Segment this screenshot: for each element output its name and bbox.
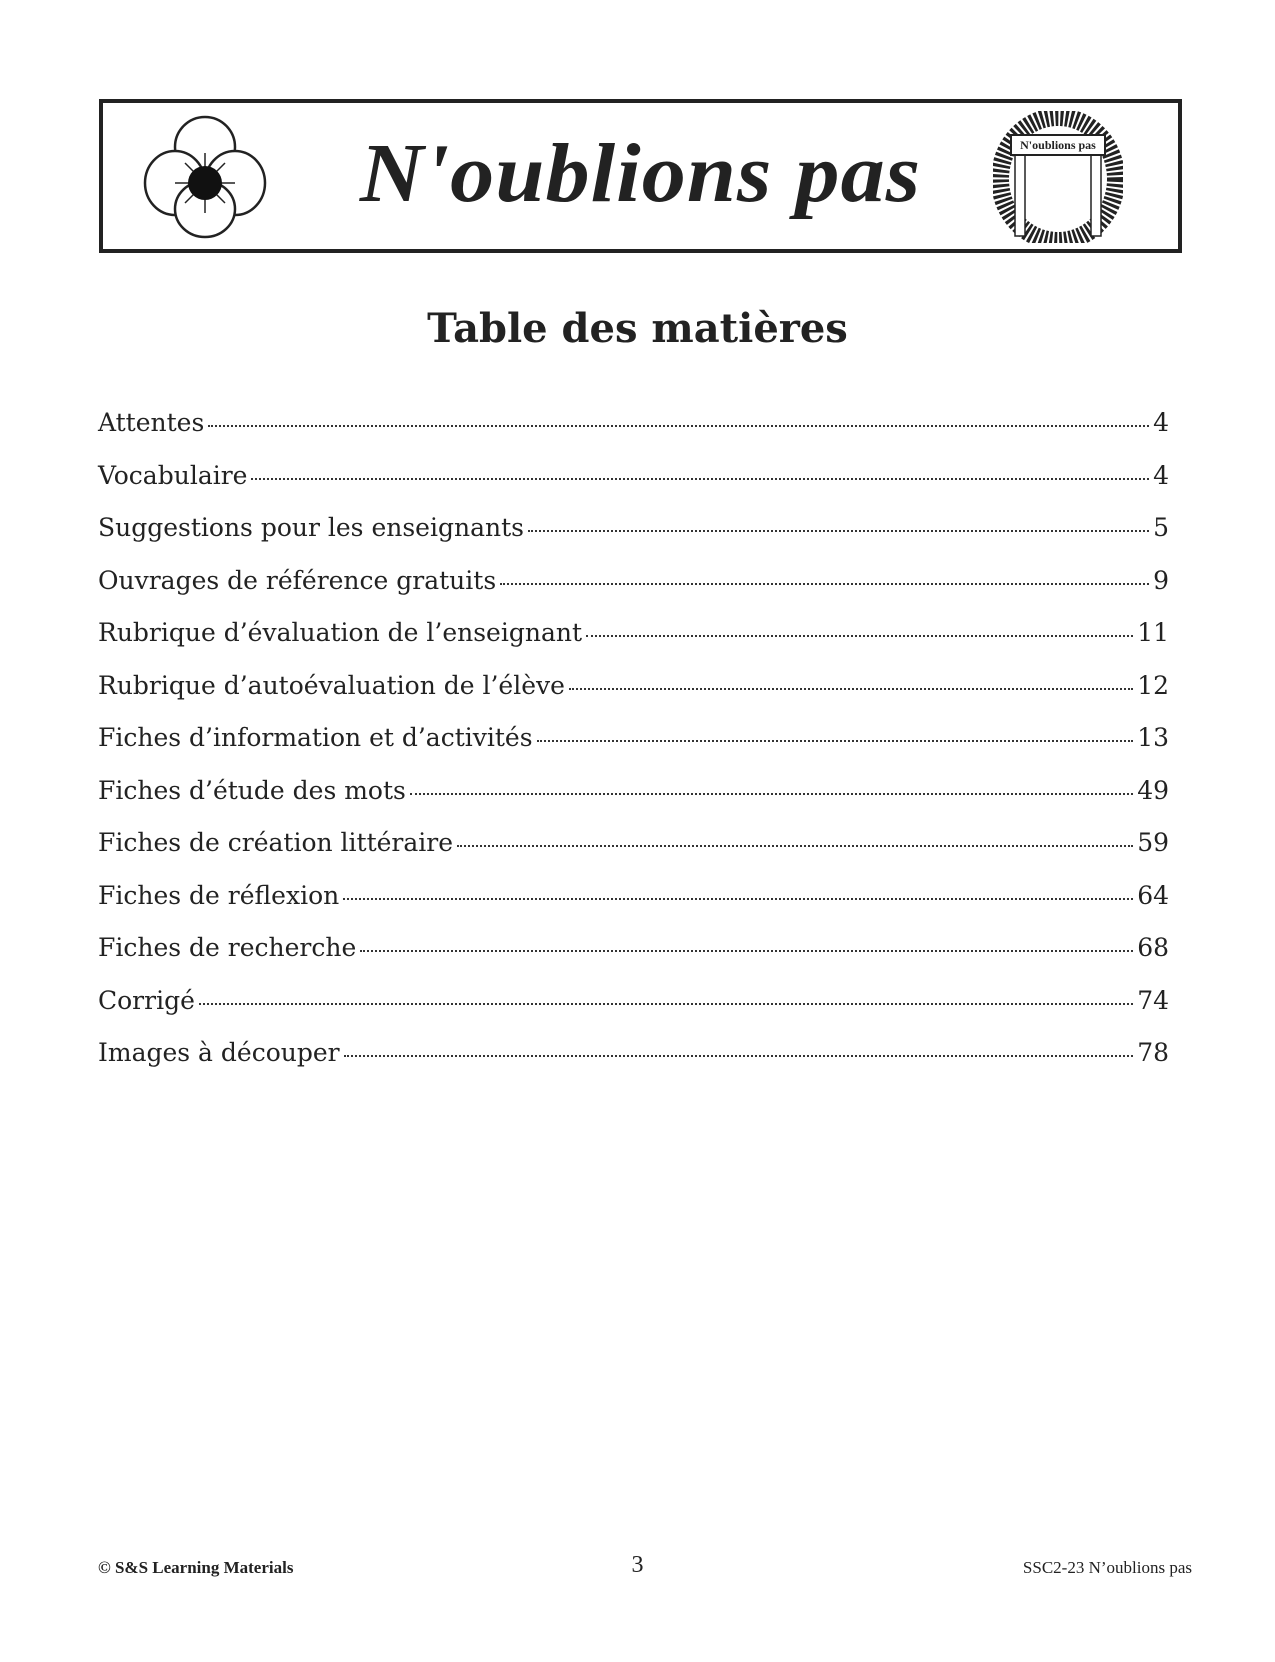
banner-title: N'oublions pas — [359, 127, 922, 220]
toc-entry-label: Attentes — [98, 408, 205, 437]
toc-entry-label: Fiches de création littéraire — [98, 828, 454, 857]
toc-leader-dots — [360, 950, 1133, 952]
toc-leader-dots — [344, 1055, 1134, 1057]
toc-entry-label: Fiches de recherche — [98, 933, 357, 962]
toc-entry — [98, 986, 1169, 1039]
toc-entry-page: 68 — [1137, 933, 1169, 962]
toc-entry-label: Fiches de réflexion — [98, 880, 340, 910]
toc-entry — [98, 513, 1169, 566]
toc-entry-page: 49 — [1137, 775, 1169, 805]
toc-entry-page: 4 — [1153, 408, 1169, 437]
toc-leader-dots — [528, 530, 1149, 532]
toc-leader-dots — [199, 1003, 1133, 1005]
toc-leader-dots — [457, 845, 1133, 847]
toc-entry-page: 4 — [1153, 460, 1169, 490]
toc-entry-label: Vocabulaire — [98, 460, 248, 490]
toc-entry — [98, 408, 1169, 461]
footer-page-number: 3 — [631, 1552, 644, 1578]
toc-leader-dots — [586, 635, 1133, 637]
toc-entry-page: 9 — [1153, 565, 1169, 595]
toc-leader-dots — [500, 583, 1149, 585]
toc-entry-label: Fiches d’étude des mots — [98, 775, 406, 805]
wreath-icon — [993, 111, 1123, 243]
toc-entry-label: Rubrique d’autoévaluation de l’élève — [98, 670, 565, 700]
toc-leader-dots — [251, 478, 1149, 480]
toc-entry — [98, 776, 1169, 829]
toc-entry — [98, 881, 1169, 934]
toc-entry-page: 5 — [1153, 513, 1169, 542]
toc-entry-page: 12 — [1137, 670, 1169, 700]
toc-entry-page: 78 — [1137, 1038, 1169, 1067]
toc-leader-dots — [537, 740, 1134, 742]
wreath-banner-text: N'oublions pas — [1020, 138, 1096, 152]
toc-entry-page: 11 — [1137, 618, 1169, 647]
toc-entry-label: Suggestions pour les enseignants — [98, 513, 524, 542]
toc-entry-label: Ouvrages de référence gratuits — [98, 565, 497, 595]
toc-leader-dots — [343, 898, 1133, 900]
toc-entry-label: Rubrique d’évaluation de l’enseignant — [98, 618, 582, 647]
toc-entry — [98, 461, 1169, 514]
footer-code: SSC2-23 N’oublions pas — [1022, 1558, 1192, 1577]
toc-entry-label: Corrigé — [98, 985, 195, 1015]
toc-leader-dots — [208, 425, 1149, 427]
toc-entry-label: Images à découper — [98, 1038, 340, 1067]
footer-publisher: © S&S Learning Materials — [98, 1558, 294, 1577]
toc-entry-page: 59 — [1137, 828, 1169, 857]
toc-entry — [98, 1038, 1169, 1091]
toc-entry-page: 13 — [1137, 723, 1169, 752]
toc-title: Table des matières — [427, 305, 848, 352]
toc-entry-page: 64 — [1137, 880, 1169, 910]
table-of-contents — [98, 408, 1169, 1091]
toc-entry — [98, 618, 1169, 671]
toc-leader-dots — [569, 688, 1133, 690]
toc-entry — [98, 723, 1169, 776]
title-banner — [99, 99, 1182, 253]
toc-entry — [98, 828, 1169, 881]
toc-entry-page: 74 — [1137, 985, 1169, 1015]
toc-entry — [98, 671, 1169, 724]
toc-entry-label: Fiches d’information et d’activités — [98, 723, 533, 752]
toc-entry — [98, 933, 1169, 986]
toc-leader-dots — [410, 793, 1133, 795]
toc-entry — [98, 566, 1169, 619]
